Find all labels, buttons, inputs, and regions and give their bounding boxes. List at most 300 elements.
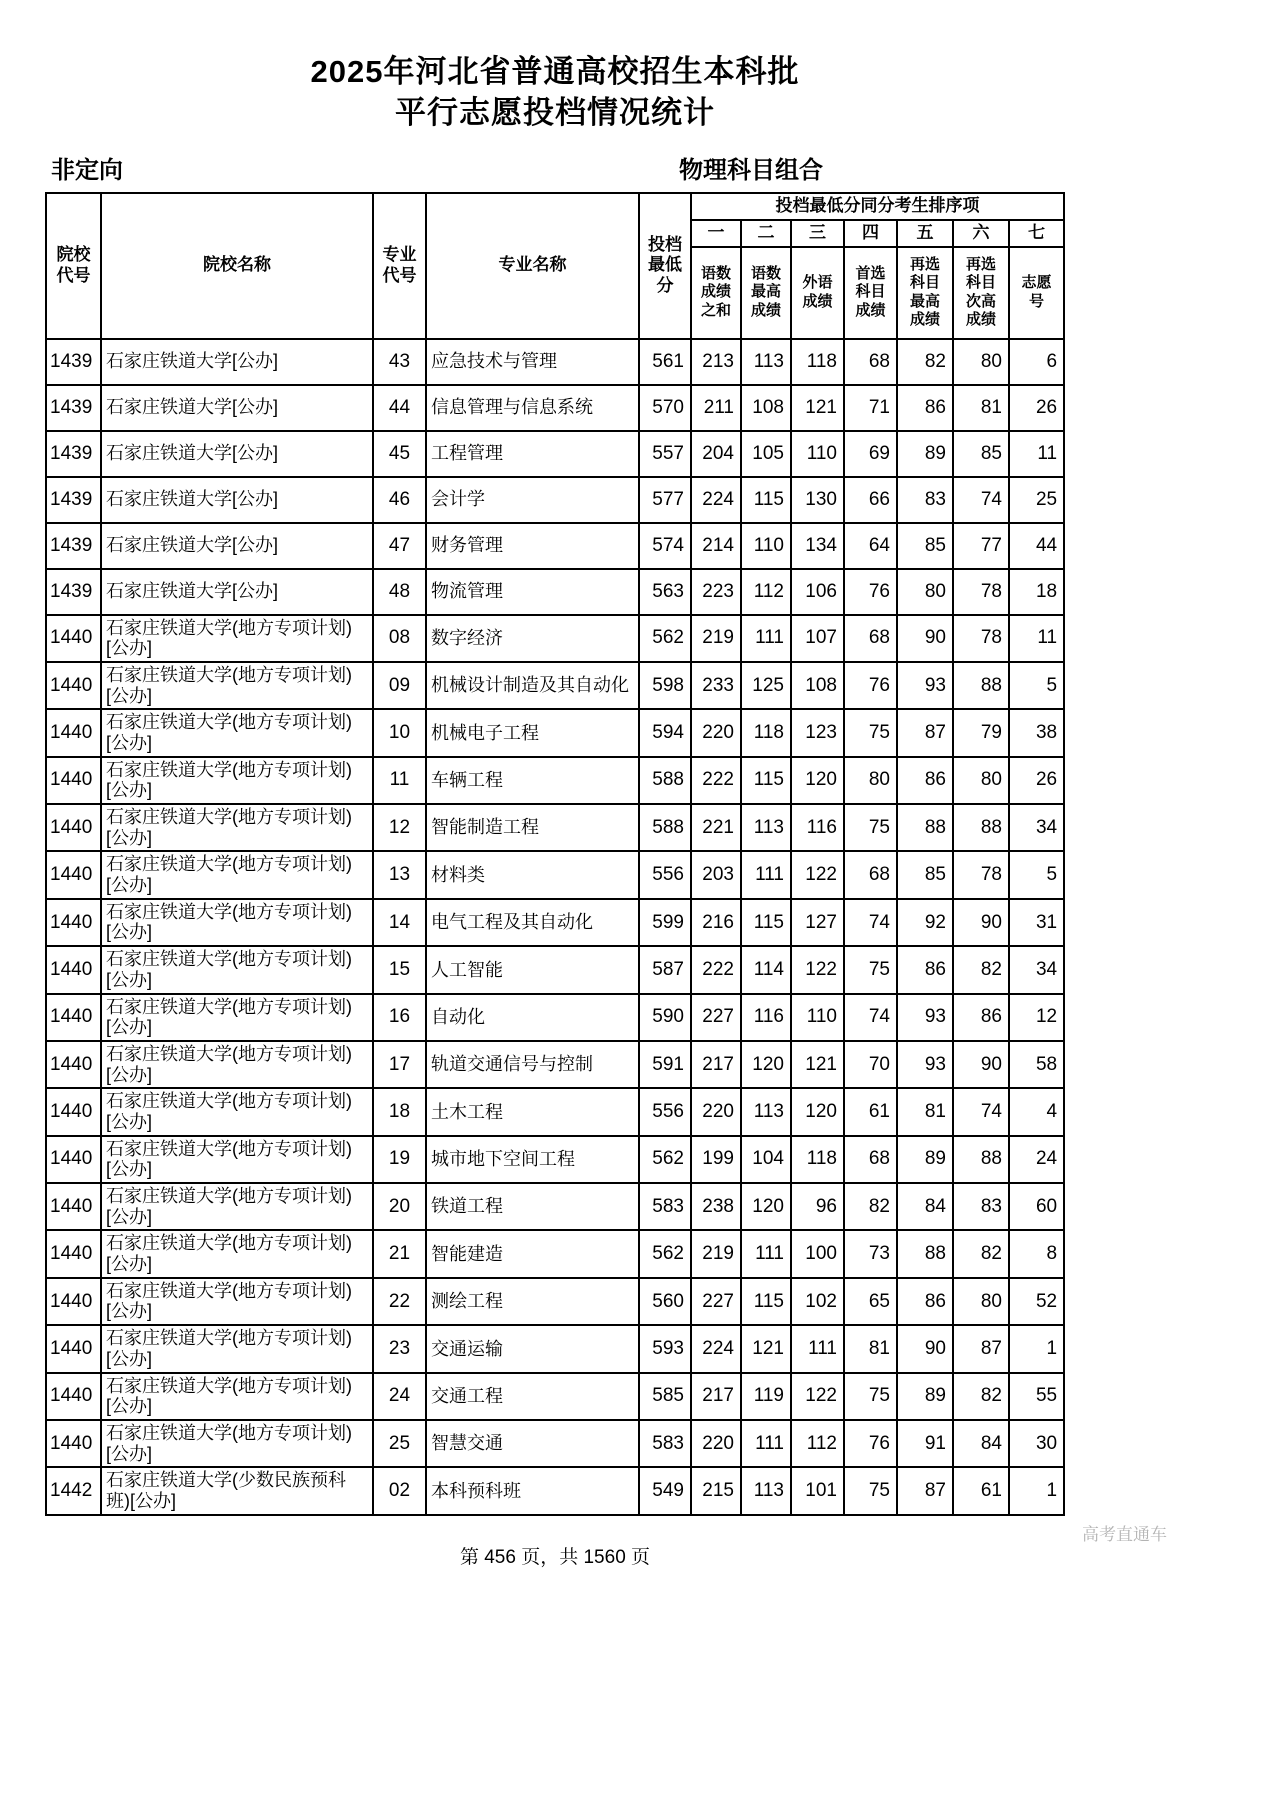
major-name-cell: 轨道交通信号与控制 — [426, 1041, 639, 1088]
col-header-tiebreak-1: 一 — [691, 220, 741, 247]
tiebreak-4-cell: 68 — [844, 339, 897, 385]
college-code-cell: 1440 — [46, 1373, 101, 1420]
tiebreak-2-cell: 120 — [741, 1183, 791, 1230]
table-row — [46, 757, 1064, 804]
tiebreak-1-cell: 217 — [691, 1041, 741, 1088]
choice-number-cell: 31 — [1009, 899, 1064, 946]
col-header-major-name: 专业名称 — [426, 193, 639, 339]
tiebreak-5-cell: 90 — [897, 1325, 953, 1372]
major-name-cell: 人工智能 — [426, 946, 639, 993]
tiebreak-4-cell: 74 — [844, 994, 897, 1041]
min-score-cell: 585 — [639, 1373, 691, 1420]
major-name-cell: 智能建造 — [426, 1230, 639, 1277]
subject-group-label: 物理科目组合 — [679, 156, 823, 184]
tiebreak-6-cell: 80 — [953, 339, 1009, 385]
table-row — [46, 1136, 1064, 1183]
tiebreak-4-cell: 75 — [844, 1373, 897, 1420]
tiebreak-1-cell: 224 — [691, 477, 741, 523]
college-name-cell: 石家庄铁道大学(地方专项计划)[公办] — [101, 804, 373, 851]
major-code-cell: 22 — [373, 1278, 426, 1325]
major-name-cell: 土木工程 — [426, 1088, 639, 1135]
tiebreak-5-cell: 88 — [897, 804, 953, 851]
choice-number-cell: 11 — [1009, 615, 1064, 662]
min-score-cell: 557 — [639, 431, 691, 477]
tiebreak-6-cell: 84 — [953, 1420, 1009, 1467]
tiebreak-1-cell: 221 — [691, 804, 741, 851]
tiebreak-6-cell: 85 — [953, 431, 1009, 477]
tiebreak-5-cell: 84 — [897, 1183, 953, 1230]
college-name-cell: 石家庄铁道大学[公办] — [101, 431, 373, 477]
col-header-major-code: 专业 代号 — [373, 193, 426, 339]
table-row — [46, 662, 1064, 709]
tiebreak-2-cell: 114 — [741, 946, 791, 993]
tiebreak-5-cell: 86 — [897, 946, 953, 993]
major-code-cell: 17 — [373, 1041, 426, 1088]
col-header-tiebreak-3: 三 — [791, 220, 844, 247]
tiebreak-5-cell: 89 — [897, 431, 953, 477]
major-code-cell: 25 — [373, 1420, 426, 1467]
tiebreak-2-cell: 110 — [741, 523, 791, 569]
college-code-cell: 1439 — [46, 431, 101, 477]
table-row — [46, 804, 1064, 851]
tiebreak-3-cell: 100 — [791, 1230, 844, 1277]
tiebreak-5-cell: 89 — [897, 1373, 953, 1420]
tiebreak-3-cell: 123 — [791, 709, 844, 756]
tiebreak-3-cell: 121 — [791, 385, 844, 431]
tiebreak-1-cell: 223 — [691, 569, 741, 615]
min-score-cell: 574 — [639, 523, 691, 569]
choice-number-cell: 24 — [1009, 1136, 1064, 1183]
tiebreak-5-cell: 85 — [897, 851, 953, 898]
col-header-tiebreak-1-label: 语数 成绩 之和 — [691, 247, 741, 339]
tiebreak-4-cell: 76 — [844, 662, 897, 709]
tiebreak-6-cell: 81 — [953, 385, 1009, 431]
tiebreak-2-cell: 125 — [741, 662, 791, 709]
choice-number-cell: 58 — [1009, 1041, 1064, 1088]
college-name-cell: 石家庄铁道大学(地方专项计划)[公办] — [101, 899, 373, 946]
college-code-cell: 1439 — [46, 477, 101, 523]
choice-number-cell: 34 — [1009, 804, 1064, 851]
table-row — [46, 1041, 1064, 1088]
col-header-tiebreak-7: 七 — [1009, 220, 1064, 247]
college-code-cell: 1439 — [46, 523, 101, 569]
table-row — [46, 899, 1064, 946]
watermark: 高考直通车 — [1082, 1525, 1167, 1544]
page-content — [45, 0, 1065, 1569]
major-code-cell: 20 — [373, 1183, 426, 1230]
tiebreak-5-cell: 86 — [897, 385, 953, 431]
min-score-cell: 590 — [639, 994, 691, 1041]
major-name-cell: 交通运输 — [426, 1325, 639, 1372]
tiebreak-1-cell: 227 — [691, 994, 741, 1041]
table-row — [46, 1183, 1064, 1230]
min-score-cell: 587 — [639, 946, 691, 993]
tiebreak-2-cell: 119 — [741, 1373, 791, 1420]
tiebreak-2-cell: 113 — [741, 804, 791, 851]
tiebreak-5-cell: 81 — [897, 1088, 953, 1135]
tiebreak-3-cell: 96 — [791, 1183, 844, 1230]
major-name-cell: 电气工程及其自动化 — [426, 899, 639, 946]
major-code-cell: 11 — [373, 757, 426, 804]
subtitle-row — [45, 150, 1065, 182]
tiebreak-1-cell: 220 — [691, 1088, 741, 1135]
min-score-cell: 593 — [639, 1325, 691, 1372]
college-code-cell: 1440 — [46, 1088, 101, 1135]
tiebreak-1-cell: 217 — [691, 1373, 741, 1420]
min-score-cell: 556 — [639, 1088, 691, 1135]
tiebreak-4-cell: 82 — [844, 1183, 897, 1230]
tiebreak-3-cell: 101 — [791, 1467, 844, 1514]
major-code-cell: 44 — [373, 385, 426, 431]
choice-number-cell: 12 — [1009, 994, 1064, 1041]
college-name-cell: 石家庄铁道大学(地方专项计划)[公办] — [101, 615, 373, 662]
choice-number-cell: 18 — [1009, 569, 1064, 615]
college-code-cell: 1440 — [46, 1230, 101, 1277]
tiebreak-6-cell: 82 — [953, 946, 1009, 993]
college-name-cell: 石家庄铁道大学(地方专项计划)[公办] — [101, 946, 373, 993]
major-code-cell: 47 — [373, 523, 426, 569]
tiebreak-4-cell: 66 — [844, 477, 897, 523]
tiebreak-5-cell: 91 — [897, 1420, 953, 1467]
college-name-cell: 石家庄铁道大学(地方专项计划)[公办] — [101, 1088, 373, 1135]
tiebreak-1-cell: 219 — [691, 1230, 741, 1277]
min-score-cell: 549 — [639, 1467, 691, 1514]
college-code-cell: 1440 — [46, 1325, 101, 1372]
tiebreak-4-cell: 76 — [844, 1420, 897, 1467]
min-score-cell: 570 — [639, 385, 691, 431]
tiebreak-6-cell: 90 — [953, 1041, 1009, 1088]
tiebreak-2-cell: 115 — [741, 477, 791, 523]
tiebreak-6-cell: 88 — [953, 1136, 1009, 1183]
tiebreak-6-cell: 61 — [953, 1467, 1009, 1514]
college-name-cell: 石家庄铁道大学(地方专项计划)[公办] — [101, 709, 373, 756]
choice-number-cell: 34 — [1009, 946, 1064, 993]
major-name-cell: 材料类 — [426, 851, 639, 898]
min-score-cell: 560 — [639, 1278, 691, 1325]
major-name-cell: 铁道工程 — [426, 1183, 639, 1230]
college-code-cell: 1440 — [46, 946, 101, 993]
col-header-tiebreak-5: 五 — [897, 220, 953, 247]
tiebreak-3-cell: 130 — [791, 477, 844, 523]
college-name-cell: 石家庄铁道大学(地方专项计划)[公办] — [101, 662, 373, 709]
min-score-cell: 594 — [639, 709, 691, 756]
college-code-cell: 1439 — [46, 339, 101, 385]
major-code-cell: 14 — [373, 899, 426, 946]
tiebreak-1-cell: 213 — [691, 339, 741, 385]
tiebreak-6-cell: 90 — [953, 899, 1009, 946]
choice-number-cell: 5 — [1009, 851, 1064, 898]
tiebreak-3-cell: 118 — [791, 1136, 844, 1183]
major-name-cell: 城市地下空间工程 — [426, 1136, 639, 1183]
tiebreak-4-cell: 76 — [844, 569, 897, 615]
choice-number-cell: 25 — [1009, 477, 1064, 523]
major-code-cell: 19 — [373, 1136, 426, 1183]
major-name-cell: 机械设计制造及其自动化 — [426, 662, 639, 709]
tiebreak-5-cell: 87 — [897, 709, 953, 756]
min-score-cell: 562 — [639, 1230, 691, 1277]
tiebreak-6-cell: 82 — [953, 1373, 1009, 1420]
college-name-cell: 石家庄铁道大学(地方专项计划)[公办] — [101, 1136, 373, 1183]
major-code-cell: 08 — [373, 615, 426, 662]
table-row — [46, 1420, 1064, 1467]
min-score-cell: 561 — [639, 339, 691, 385]
tiebreak-1-cell: 227 — [691, 1278, 741, 1325]
col-header-tiebreak-2: 二 — [741, 220, 791, 247]
col-header-tiebreak-6: 六 — [953, 220, 1009, 247]
college-code-cell: 1440 — [46, 1183, 101, 1230]
tiebreak-5-cell: 93 — [897, 1041, 953, 1088]
tiebreak-4-cell: 75 — [844, 709, 897, 756]
tiebreak-4-cell: 68 — [844, 615, 897, 662]
tiebreak-2-cell: 113 — [741, 1467, 791, 1514]
tiebreak-3-cell: 108 — [791, 662, 844, 709]
major-name-cell: 智能制造工程 — [426, 804, 639, 851]
table-row — [46, 1467, 1064, 1514]
tiebreak-1-cell: 214 — [691, 523, 741, 569]
min-score-cell: 591 — [639, 1041, 691, 1088]
tiebreak-3-cell: 116 — [791, 804, 844, 851]
major-code-cell: 48 — [373, 569, 426, 615]
tiebreak-6-cell: 88 — [953, 804, 1009, 851]
tiebreak-3-cell: 127 — [791, 899, 844, 946]
college-code-cell: 1440 — [46, 709, 101, 756]
table-row — [46, 1325, 1064, 1372]
tiebreak-3-cell: 112 — [791, 1420, 844, 1467]
col-header-tiebreak-5-label: 再选 科目 最高 成绩 — [897, 247, 953, 339]
tiebreak-1-cell: 203 — [691, 851, 741, 898]
major-code-cell: 16 — [373, 994, 426, 1041]
tiebreak-4-cell: 75 — [844, 804, 897, 851]
min-score-cell: 599 — [639, 899, 691, 946]
major-code-cell: 09 — [373, 662, 426, 709]
tiebreak-3-cell: 107 — [791, 615, 844, 662]
tiebreak-3-cell: 118 — [791, 339, 844, 385]
tiebreak-6-cell: 78 — [953, 851, 1009, 898]
tiebreak-6-cell: 79 — [953, 709, 1009, 756]
tiebreak-4-cell: 73 — [844, 1230, 897, 1277]
col-header-tiebreak-2-label: 语数 最高 成绩 — [741, 247, 791, 339]
table-row — [46, 1230, 1064, 1277]
major-code-cell: 23 — [373, 1325, 426, 1372]
page-title-line2: 平行志愿投档情况统计 — [395, 94, 715, 130]
tiebreak-5-cell: 82 — [897, 339, 953, 385]
choice-number-cell: 30 — [1009, 1420, 1064, 1467]
page-number-footer: 第 456 页，共 1560 页 — [459, 1546, 651, 1568]
col-header-tiebreak-4: 四 — [844, 220, 897, 247]
college-name-cell: 石家庄铁道大学[公办] — [101, 569, 373, 615]
tiebreak-6-cell: 77 — [953, 523, 1009, 569]
col-header-tiebreak-3-label: 外语 成绩 — [791, 247, 844, 339]
college-code-cell: 1440 — [46, 1136, 101, 1183]
tiebreak-6-cell: 78 — [953, 615, 1009, 662]
table-row — [46, 339, 1064, 385]
college-name-cell: 石家庄铁道大学[公办] — [101, 385, 373, 431]
tiebreak-2-cell: 121 — [741, 1325, 791, 1372]
college-code-cell: 1440 — [46, 994, 101, 1041]
college-name-cell: 石家庄铁道大学(地方专项计划)[公办] — [101, 1041, 373, 1088]
major-code-cell: 10 — [373, 709, 426, 756]
table-header — [46, 193, 1064, 339]
tiebreak-1-cell: 220 — [691, 1420, 741, 1467]
choice-number-cell: 4 — [1009, 1088, 1064, 1135]
tiebreak-4-cell: 81 — [844, 1325, 897, 1372]
tiebreak-2-cell: 118 — [741, 709, 791, 756]
tiebreak-4-cell: 61 — [844, 1088, 897, 1135]
tiebreak-2-cell: 113 — [741, 339, 791, 385]
min-score-cell: 577 — [639, 477, 691, 523]
tiebreak-1-cell: 233 — [691, 662, 741, 709]
tiebreak-3-cell: 110 — [791, 994, 844, 1041]
college-name-cell: 石家庄铁道大学(地方专项计划)[公办] — [101, 1278, 373, 1325]
tiebreak-5-cell: 93 — [897, 662, 953, 709]
college-name-cell: 石家庄铁道大学(少数民族预科班)[公办] — [101, 1467, 373, 1514]
col-header-tiebreak-7-label: 志愿 号 — [1009, 247, 1064, 339]
college-code-cell: 1440 — [46, 757, 101, 804]
college-code-cell: 1440 — [46, 851, 101, 898]
tiebreak-1-cell: 199 — [691, 1136, 741, 1183]
college-name-cell: 石家庄铁道大学(地方专项计划)[公办] — [101, 851, 373, 898]
tiebreak-4-cell: 75 — [844, 1467, 897, 1514]
tiebreak-1-cell: 224 — [691, 1325, 741, 1372]
tiebreak-1-cell: 238 — [691, 1183, 741, 1230]
choice-number-cell: 52 — [1009, 1278, 1064, 1325]
college-code-cell: 1440 — [46, 899, 101, 946]
tiebreak-5-cell: 83 — [897, 477, 953, 523]
college-name-cell: 石家庄铁道大学(地方专项计划)[公办] — [101, 1420, 373, 1467]
choice-number-cell: 26 — [1009, 385, 1064, 431]
min-score-cell: 583 — [639, 1420, 691, 1467]
table-row — [46, 851, 1064, 898]
college-name-cell: 石家庄铁道大学[公办] — [101, 523, 373, 569]
tiebreak-5-cell: 88 — [897, 1230, 953, 1277]
major-name-cell: 数字经济 — [426, 615, 639, 662]
table-row — [46, 615, 1064, 662]
major-code-cell: 13 — [373, 851, 426, 898]
min-score-cell: 588 — [639, 804, 691, 851]
tiebreak-3-cell: 121 — [791, 1041, 844, 1088]
admission-table — [45, 192, 1065, 1516]
major-code-cell: 21 — [373, 1230, 426, 1277]
orientation-label: 非定向 — [51, 156, 123, 184]
tiebreak-1-cell: 211 — [691, 385, 741, 431]
tiebreak-6-cell: 87 — [953, 1325, 1009, 1372]
tiebreak-4-cell: 80 — [844, 757, 897, 804]
tiebreak-3-cell: 110 — [791, 431, 844, 477]
major-code-cell: 45 — [373, 431, 426, 477]
tiebreak-2-cell: 112 — [741, 569, 791, 615]
col-header-min-score: 投档 最低 分 — [639, 193, 691, 339]
tiebreak-5-cell: 89 — [897, 1136, 953, 1183]
major-name-cell: 测绘工程 — [426, 1278, 639, 1325]
college-name-cell: 石家庄铁道大学[公办] — [101, 477, 373, 523]
tiebreak-1-cell: 220 — [691, 709, 741, 756]
choice-number-cell: 55 — [1009, 1373, 1064, 1420]
major-name-cell: 物流管理 — [426, 569, 639, 615]
choice-number-cell: 5 — [1009, 662, 1064, 709]
tiebreak-4-cell: 74 — [844, 899, 897, 946]
min-score-cell: 563 — [639, 569, 691, 615]
major-name-cell: 机械电子工程 — [426, 709, 639, 756]
major-name-cell: 应急技术与管理 — [426, 339, 639, 385]
college-name-cell: 石家庄铁道大学(地方专项计划)[公办] — [101, 994, 373, 1041]
tiebreak-6-cell: 88 — [953, 662, 1009, 709]
college-code-cell: 1442 — [46, 1467, 101, 1514]
college-code-cell: 1440 — [46, 1420, 101, 1467]
choice-number-cell: 11 — [1009, 431, 1064, 477]
tiebreak-3-cell: 111 — [791, 1325, 844, 1372]
major-code-cell: 12 — [373, 804, 426, 851]
major-code-cell: 15 — [373, 946, 426, 993]
tiebreak-5-cell: 92 — [897, 899, 953, 946]
college-name-cell: 石家庄铁道大学(地方专项计划)[公办] — [101, 1325, 373, 1372]
tiebreak-2-cell: 105 — [741, 431, 791, 477]
tiebreak-2-cell: 115 — [741, 1278, 791, 1325]
tiebreak-1-cell: 222 — [691, 757, 741, 804]
tiebreak-3-cell: 102 — [791, 1278, 844, 1325]
major-code-cell: 02 — [373, 1467, 426, 1514]
choice-number-cell: 1 — [1009, 1325, 1064, 1372]
college-code-cell: 1440 — [46, 615, 101, 662]
college-name-cell: 石家庄铁道大学[公办] — [101, 339, 373, 385]
min-score-cell: 588 — [639, 757, 691, 804]
major-code-cell: 46 — [373, 477, 426, 523]
tiebreak-3-cell: 122 — [791, 946, 844, 993]
major-name-cell: 自动化 — [426, 994, 639, 1041]
tiebreak-5-cell: 90 — [897, 615, 953, 662]
major-name-cell: 工程管理 — [426, 431, 639, 477]
col-header-tiebreak-6-label: 再选 科目 次高 成绩 — [953, 247, 1009, 339]
table-row — [46, 385, 1064, 431]
choice-number-cell: 38 — [1009, 709, 1064, 756]
tiebreak-5-cell: 80 — [897, 569, 953, 615]
college-name-cell: 石家庄铁道大学(地方专项计划)[公办] — [101, 1373, 373, 1420]
tiebreak-5-cell: 86 — [897, 1278, 953, 1325]
tiebreak-6-cell: 74 — [953, 477, 1009, 523]
tiebreak-5-cell: 86 — [897, 757, 953, 804]
table-row — [46, 709, 1064, 756]
major-name-cell: 本科预科班 — [426, 1467, 639, 1514]
tiebreak-3-cell: 120 — [791, 757, 844, 804]
college-name-cell: 石家庄铁道大学(地方专项计划)[公办] — [101, 1230, 373, 1277]
min-score-cell: 556 — [639, 851, 691, 898]
page-title-line1: 2025年河北省普通高校招生本科批 — [310, 54, 800, 89]
tiebreak-2-cell: 111 — [741, 1420, 791, 1467]
min-score-cell: 562 — [639, 1136, 691, 1183]
major-code-cell: 43 — [373, 339, 426, 385]
tiebreak-5-cell: 85 — [897, 523, 953, 569]
table-row — [46, 1278, 1064, 1325]
min-score-cell: 598 — [639, 662, 691, 709]
tiebreak-6-cell: 82 — [953, 1230, 1009, 1277]
tiebreak-3-cell: 122 — [791, 851, 844, 898]
col-header-tiebreak-4-label: 首选 科目 成绩 — [844, 247, 897, 339]
major-code-cell: 18 — [373, 1088, 426, 1135]
major-name-cell: 会计学 — [426, 477, 639, 523]
tiebreak-1-cell: 222 — [691, 946, 741, 993]
choice-number-cell: 44 — [1009, 523, 1064, 569]
choice-number-cell: 26 — [1009, 757, 1064, 804]
major-name-cell: 智慧交通 — [426, 1420, 639, 1467]
tiebreak-4-cell: 68 — [844, 851, 897, 898]
college-code-cell: 1440 — [46, 1041, 101, 1088]
college-code-cell: 1440 — [46, 662, 101, 709]
tiebreak-1-cell: 204 — [691, 431, 741, 477]
tiebreak-2-cell: 120 — [741, 1041, 791, 1088]
tiebreak-1-cell: 216 — [691, 899, 741, 946]
table-row — [46, 1088, 1064, 1135]
choice-number-cell: 8 — [1009, 1230, 1064, 1277]
tiebreak-6-cell: 74 — [953, 1088, 1009, 1135]
